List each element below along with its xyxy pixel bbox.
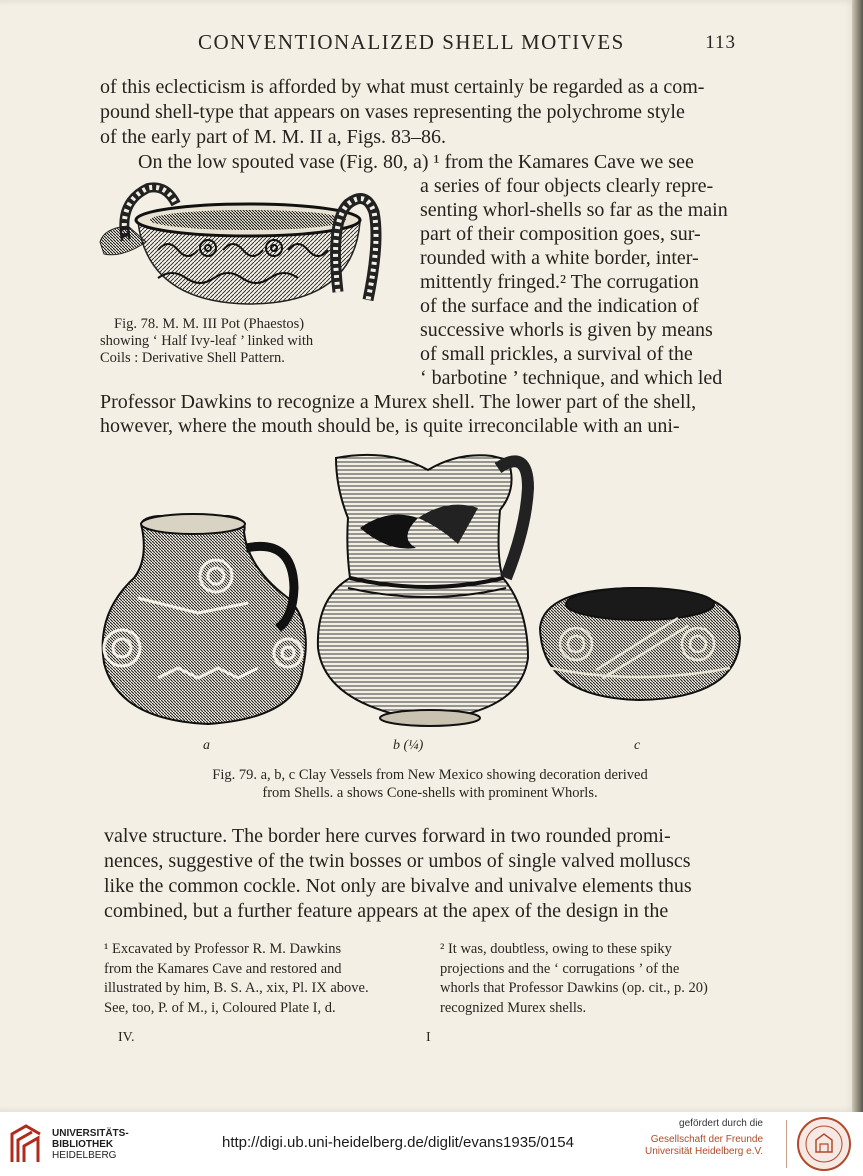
figure-79-illustration <box>98 448 746 738</box>
body-line: On the low spouted vase (Fig. 80, a) ¹ from the Kamares Cave we see <box>138 151 694 173</box>
figure-78-caption <box>100 316 405 367</box>
body-line: mittently fringed.² The corrugation <box>420 271 699 293</box>
sponsor-name-line: Gesellschaft der Freunde <box>650 1134 763 1145</box>
body-line: of the early part of M. M. II a, Figs. 83–86. <box>100 126 447 148</box>
body-line: senting whorl-shells so far as the main <box>420 199 728 221</box>
running-title: CONVENTIONALIZED SHELL MOTIVES <box>198 30 625 54</box>
body-line: pound shell-type that appears on vases representing the polychrome style <box>100 101 685 123</box>
footnote-line: projections and the ‘ corrugations ’ of the <box>440 960 680 977</box>
body-line: rounded with a white border, inter- <box>420 247 699 269</box>
vessel-c <box>540 588 740 700</box>
digitization-footer <box>0 1112 863 1176</box>
body-line: combined, but a further feature appears at the apex of the design in the <box>104 900 669 922</box>
body-line: of this eclecticism is afforded by what must certainly be regarded as a com- <box>100 76 705 98</box>
footnote-1 <box>104 940 369 1018</box>
fig79-label-c: c <box>634 738 641 753</box>
sponsor-name-line: Universität Heidelberg e.V. <box>644 1146 763 1157</box>
body-line: Professor Dawkins to recognize a Murex shell. The lower part of the shell, <box>100 391 697 413</box>
body-line: part of their composition goes, sur- <box>420 223 701 245</box>
footnote-line: whorls that Professor Dawkins (op. cit., p. 20) <box>440 980 708 996</box>
fig79-label-a: a <box>203 738 210 753</box>
caption-line: Fig. 79. a, b, c Clay Vessels from New Mexico showing decoration derived <box>212 767 648 783</box>
page-number: 113 <box>705 32 736 53</box>
library-name-line: UNIVERSITÄTS- <box>52 1128 129 1139</box>
caption-line: showing ‘ Half Ivy-leaf ’ linked with <box>100 333 314 349</box>
library-name <box>52 1128 129 1161</box>
caption-line: Coils : Derivative Shell Pattern. <box>100 350 285 366</box>
figure-78-illustration <box>98 182 398 306</box>
digitization-url-link[interactable]: http://digi.ub.uni-heidelberg.de/diglit/evans1935/0154 <box>222 1134 574 1151</box>
footnote-line: illustrated by him, B. S. A., xix, Pl. IX above. <box>104 980 369 996</box>
fig79-label-b: b (¼) <box>393 738 424 753</box>
footnote-line: from the Kamares Cave and restored and <box>104 960 342 977</box>
footnote-line: ² It was, doubtless, owing to these spiky <box>440 941 672 957</box>
body-line: a series of four objects clearly repre- <box>420 175 714 197</box>
library-name-line: HEIDELBERG <box>52 1150 117 1161</box>
vessel-b <box>318 455 528 726</box>
gathering-letter: I <box>426 1030 431 1045</box>
footnote-line: ¹ Excavated by Professor R. M. Dawkins <box>104 941 342 957</box>
page-edge <box>852 0 863 1112</box>
caption-line: from Shells. a shows Cone-shells with prominent Whorls. <box>262 785 598 801</box>
footnote-line: See, too, P. of M., i, Coloured Plate I, d. <box>104 999 336 1016</box>
body-line: of small prickles, a survival of the <box>420 343 693 365</box>
sponsor-block <box>645 1118 763 1158</box>
body-line: however, where the mouth should be, is quite irreconcilable with an uni- <box>100 415 680 437</box>
volume-signature: IV. <box>118 1030 135 1045</box>
vessel-a <box>103 514 306 724</box>
body-line: ‘ barbotine ’ technique, and which led <box>420 367 723 389</box>
body-line: nences, suggestive of the twin bosses or umbos of single valved molluscs <box>104 850 691 872</box>
sponsor-label: gefördert durch die <box>679 1118 763 1129</box>
footnote-2 <box>440 940 708 1018</box>
body-line: of the surface and the indication of <box>420 295 699 317</box>
body-line: successive whorls is given by means <box>420 319 713 341</box>
body-line: like the common cockle. Not only are bivalve and univalve elements thus <box>104 875 692 897</box>
figure-79-caption <box>100 766 760 802</box>
page-header <box>100 30 740 58</box>
library-name-line: BIBLIOTHEK <box>52 1139 114 1150</box>
university-seal-icon <box>796 1116 852 1172</box>
body-line: valve structure. The border here curves forward in two rounded promi- <box>104 825 671 847</box>
footnote-line: recognized Murex shells. <box>440 999 587 1016</box>
footer-divider <box>786 1120 787 1168</box>
library-logo-icon <box>8 1122 44 1166</box>
caption-line: Fig. 78. M. M. III Pot (Phaestos) <box>114 316 305 332</box>
